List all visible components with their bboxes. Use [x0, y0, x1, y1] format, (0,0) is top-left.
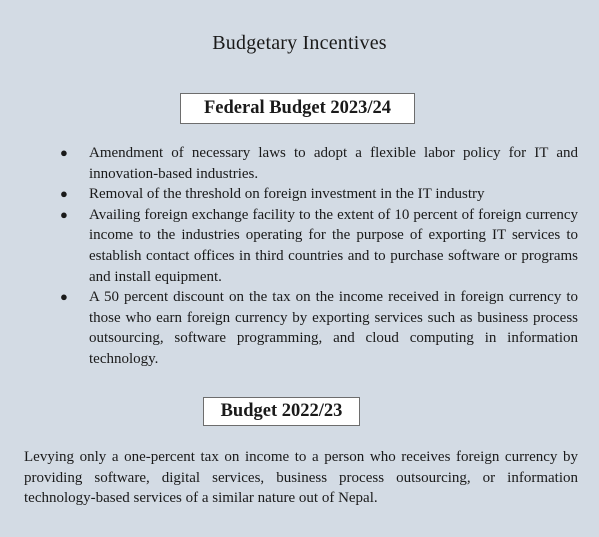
bullet-text: Amendment of necessary laws to adopt a flexible labor policy for IT and innovation-based industries.: [89, 145, 578, 182]
federal-budget-bullet-list: [60, 143, 578, 370]
bullet-item: [60, 143, 578, 184]
federal-budget-heading: Federal Budget 2023/24: [180, 93, 415, 124]
bullet-item: [60, 287, 578, 369]
bullet-text: A 50 percent discount on the tax on the income received in foreign currency to those who earn foreign currency by exporting services such as business process outsourcing, software programming, and cloud computing in information technology.: [89, 289, 578, 367]
bullet-item: [60, 205, 578, 287]
budget-2022-paragraph: Levying only a one-percent tax on income to a person who receives foreign currency by providing software, digital services, business process outsourcing, or information technology-based services of a similar nature out of Nepal.: [24, 449, 578, 507]
bullet-icon: ●: [60, 145, 68, 160]
bullet-icon: ●: [60, 186, 68, 202]
bullet-text: Removal of the threshold on foreign investment in the IT industry: [89, 186, 485, 203]
bullet-icon: ●: [60, 206, 68, 222]
bullet-text: Availing foreign exchange facility to the extent of 10 percent of foreign currency income to the industries operating for the purpose of exporting IT services to establish contact offices in third countries and to purchase software or programs and install equipment.: [89, 206, 578, 285]
bullet-icon: ●: [60, 289, 68, 305]
budget-2022-heading: Budget 2022/23: [203, 397, 360, 426]
bullet-item: [60, 184, 578, 205]
page-title: Budgetary Incentives: [212, 32, 387, 54]
